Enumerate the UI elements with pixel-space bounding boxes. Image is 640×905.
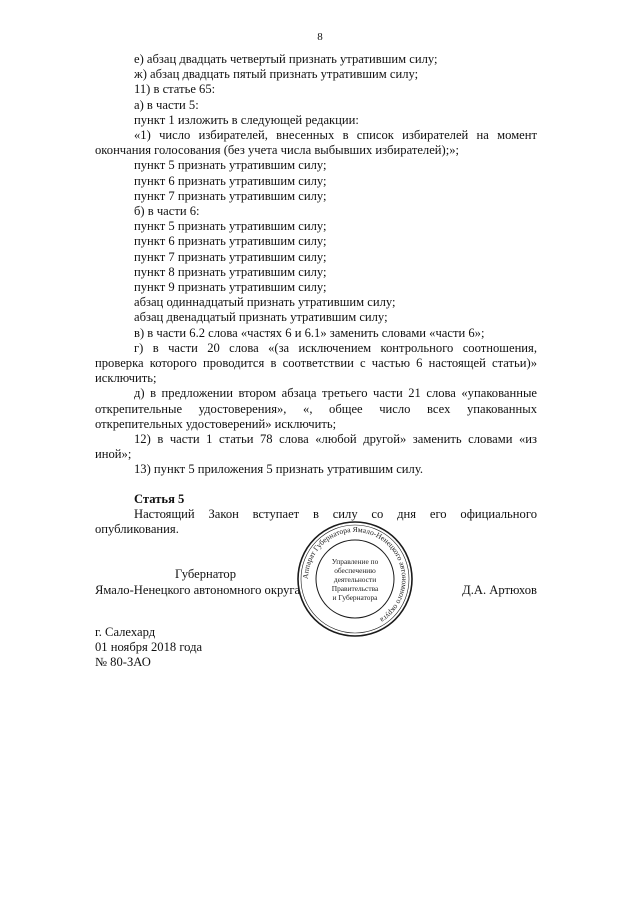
page-number: 8	[317, 31, 323, 43]
article-heading: Статья 5	[134, 491, 185, 506]
text-line: пункт 5 признать утратившим силу;	[134, 158, 327, 173]
svg-text:обеспечению: обеспечению	[334, 566, 376, 575]
law-date: 01 ноября 2018 года	[95, 640, 203, 655]
svg-text:и Губернатора: и Губернатора	[332, 593, 378, 602]
text-line: а) в части 5:	[134, 97, 199, 112]
text-line: 13) пункт 5 приложения 5 признать утратившим силу.	[134, 462, 424, 477]
text-line: пункт 6 признать утратившим силу;	[134, 173, 327, 188]
text-line: пункт 6 признать утратившим силу;	[134, 234, 327, 249]
signature-region: Ямало-Ненецкого автономного округа	[95, 583, 301, 597]
document-body	[95, 52, 537, 537]
text-line: е) абзац двадцать четвертый признать утратившим силу;	[134, 52, 438, 66]
signature-title: Губернатор	[175, 567, 236, 581]
text-line: ж) абзац двадцать пятый признать утратившим силу;	[134, 67, 419, 82]
text-line: б) в части 6:	[134, 204, 200, 219]
text-paragraph: г) в части 20 слова «(за исключением контрольного соотношения, проверка которого проводится в соответствии с частью 6 настоящей статьи)» исключить;	[95, 340, 537, 386]
svg-text:Управление по: Управление по	[331, 557, 379, 566]
svg-text:деятельности: деятельности	[333, 575, 377, 584]
text-paragraph: 12) в части 1 статьи 78 слова «любой другой» заменить словами «из иной»;	[95, 432, 537, 462]
official-seal-stamp	[295, 520, 415, 638]
text-line: пункт 7 признать утратившим силу;	[134, 249, 327, 264]
text-line: 11) в статье 65:	[134, 82, 216, 97]
text-paragraph: «1) число избирателей, внесенных в список избирателей на момент окончания голосования (без учета числа выбывших избирателей);»;	[95, 128, 537, 158]
seal-center-text	[332, 557, 379, 602]
text-line: абзац одиннадцатый признать утратившим силу;	[134, 295, 396, 310]
text-line: пункт 1 изложить в следующей редакции:	[134, 112, 359, 127]
article-text: Настоящий Закон вступает в силу со дня его официального опубликования.	[95, 506, 537, 537]
law-number: № 80-ЗАО	[95, 655, 151, 670]
place-date-block	[95, 625, 202, 671]
text-line: пункт 9 признать утратившим силу;	[134, 280, 327, 295]
signature-name: Д.А. Артюхов	[462, 583, 537, 597]
text-paragraph: д) в предложении втором абзаца третьего части 21 слова «упакованные открепительные удостоверения», «, общее число всех упакованных открепительных удостоверений» исключить;	[95, 386, 537, 431]
text-line: пункт 5 признать утратившим силу;	[134, 219, 327, 234]
place-city: г. Салехард	[95, 625, 156, 639]
text-line: пункт 8 признать утратившим силу;	[134, 264, 327, 279]
text-line: абзац двенадцатый признать утратившим силу;	[134, 310, 388, 325]
seal-ring-text: Аппарат Губернатора Ямало-Ненецкого автономного округа	[300, 524, 410, 625]
text-line: в) в части 6.2 слова «частях 6 и 6.1» заменить словами «части 6»;	[134, 325, 485, 340]
svg-text:Правительства: Правительства	[331, 584, 379, 593]
text-line: пункт 7 признать утратившим силу;	[134, 188, 327, 203]
